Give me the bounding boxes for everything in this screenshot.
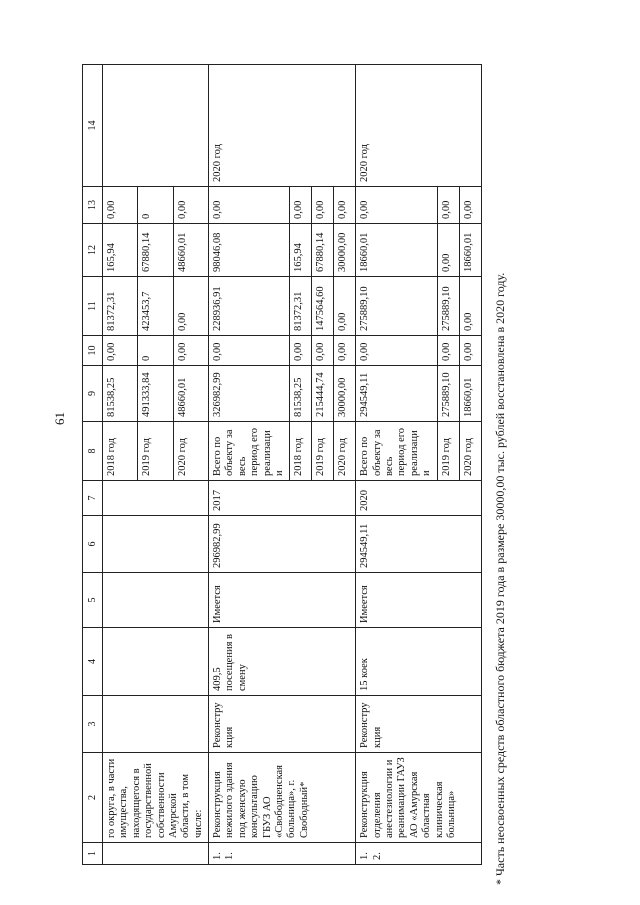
period-cell: 2018 год	[103, 422, 138, 481]
period-cell: Всего по объекту за весь период его реализации	[356, 422, 437, 481]
period-cell: 2020 год	[173, 422, 208, 481]
num-cell: 1.1.	[209, 843, 356, 865]
value-cell: 81372,31	[290, 277, 312, 336]
period-cell: 2019 год	[312, 422, 334, 481]
value-cell: 0,00	[459, 187, 481, 224]
docs-cell	[103, 573, 209, 628]
value-cell: 18660,01	[459, 366, 481, 422]
year-cell	[103, 481, 209, 516]
value-cell: 0,00	[173, 277, 208, 336]
value-cell: 0,00	[459, 277, 481, 336]
period-cell: 2020 год	[459, 422, 481, 481]
cost-cell	[103, 516, 209, 573]
period-cell: 2019 год	[437, 422, 459, 481]
value-cell: 215444,74	[312, 366, 334, 422]
object-name-cell: Реконструкция отделения анестезиологии и реанимации ГАУЗ АО «Амурская областная клиническая больница»	[356, 753, 481, 843]
header-cell: 1	[83, 843, 103, 865]
value-cell: 0,00	[334, 277, 356, 336]
header-cell: 9	[83, 366, 103, 422]
value-cell: 0,00	[437, 336, 459, 366]
header-cell: 7	[83, 481, 103, 516]
period-cell: 2020 год	[334, 422, 356, 481]
value-cell: 18660,01	[459, 224, 481, 277]
header-cell: 11	[83, 277, 103, 336]
header-cell: 2	[83, 753, 103, 843]
value-cell: 0,00	[173, 336, 208, 366]
value-cell: 30000,00	[334, 224, 356, 277]
table-row	[103, 65, 138, 865]
value-cell: 0,00	[209, 187, 290, 224]
type-cell: Реконструкция	[209, 696, 356, 753]
header-cell: 3	[83, 696, 103, 753]
period-cell: 2019 год	[138, 422, 173, 481]
value-cell: 48660,01	[173, 224, 208, 277]
value-cell: 30000,00	[334, 366, 356, 422]
value-cell: 294549,11	[356, 366, 437, 422]
value-cell: 0,00	[103, 336, 138, 366]
docs-cell: Имеется	[209, 573, 356, 628]
value-cell: 0,00	[356, 336, 437, 366]
value-cell: 165,94	[103, 224, 138, 277]
num-cell: 1.2.	[356, 843, 481, 865]
value-cell: 0,00	[103, 187, 138, 224]
capacity-cell: 409,5 посещения в смену	[209, 628, 356, 696]
value-cell: 0,00	[356, 187, 437, 224]
value-cell: 275889,10	[356, 277, 437, 336]
deadline-cell	[103, 65, 209, 187]
capacity-cell	[103, 628, 209, 696]
cost-cell: 296982,99	[209, 516, 356, 573]
header-cell: 12	[83, 224, 103, 277]
value-cell: 491333,84	[138, 366, 173, 422]
value-cell: 0,00	[173, 187, 208, 224]
value-cell: 48660,01	[173, 366, 208, 422]
value-cell: 326982,99	[209, 366, 290, 422]
value-cell: 0,00	[437, 187, 459, 224]
value-cell: 147564,60	[312, 277, 334, 336]
value-cell: 0,00	[334, 336, 356, 366]
header-cell: 8	[83, 422, 103, 481]
header-cell: 14	[83, 65, 103, 187]
type-cell: Реконструкция	[356, 696, 481, 753]
cost-cell: 294549,11	[356, 516, 481, 573]
value-cell: 0,00	[290, 336, 312, 366]
value-cell: 228936,91	[209, 277, 290, 336]
value-cell: 81538,25	[103, 366, 138, 422]
value-cell: 0,00	[437, 224, 459, 277]
table-row	[356, 65, 437, 865]
investment-objects-table	[82, 64, 482, 865]
object-name-cell: го округа, в части имущества, находящегося в государственной собственности Амурской области, в том числе:	[103, 753, 209, 843]
header-cell: 13	[83, 187, 103, 224]
value-cell: 0	[138, 187, 173, 224]
footnote: * Часть неосвоенных средств областного бюджета 2019 года в размере 30000,00 тыс. рублей восстановлена в 2020 году.	[493, 272, 507, 885]
value-cell: 165,94	[290, 224, 312, 277]
period-cell: 2018 год	[290, 422, 312, 481]
deadline-cell: 2020 год	[209, 65, 356, 187]
header-cell: 5	[83, 573, 103, 628]
header-cell: 4	[83, 628, 103, 696]
table-row	[209, 65, 290, 865]
header-row	[83, 65, 103, 865]
value-cell: 0,00	[459, 336, 481, 366]
value-cell: 67880,14	[312, 224, 334, 277]
value-cell: 98046,08	[209, 224, 290, 277]
value-cell: 0,00	[312, 187, 334, 224]
value-cell: 0,00	[334, 187, 356, 224]
capacity-cell: 15 коек	[356, 628, 481, 696]
header-cell: 6	[83, 516, 103, 573]
period-cell: Всего по объекту за весь период его реализации	[209, 422, 290, 481]
value-cell: 0,00	[312, 336, 334, 366]
object-name-cell: Реконструкция нежилого здания под женскую консультацию ГБУЗ АО «Свободненская больница», г. Свободный*	[209, 753, 356, 843]
value-cell: 67880,14	[138, 224, 173, 277]
page-number: 61	[52, 412, 67, 425]
value-cell: 18660,01	[356, 224, 437, 277]
num-cell	[103, 843, 209, 865]
value-cell: 275889,10	[437, 366, 459, 422]
value-cell: 0,00	[209, 336, 290, 366]
value-cell: 0,00	[290, 187, 312, 224]
type-cell	[103, 696, 209, 753]
value-cell: 0	[138, 336, 173, 366]
value-cell: 275889,10	[437, 277, 459, 336]
year-cell: 2017	[209, 481, 356, 516]
docs-cell: Имеется	[356, 573, 481, 628]
year-cell: 2020	[356, 481, 481, 516]
header-cell: 10	[83, 336, 103, 366]
value-cell: 423453,7	[138, 277, 173, 336]
deadline-cell: 2020 год	[356, 65, 481, 187]
value-cell: 81372,31	[103, 277, 138, 336]
value-cell: 81538,25	[290, 366, 312, 422]
